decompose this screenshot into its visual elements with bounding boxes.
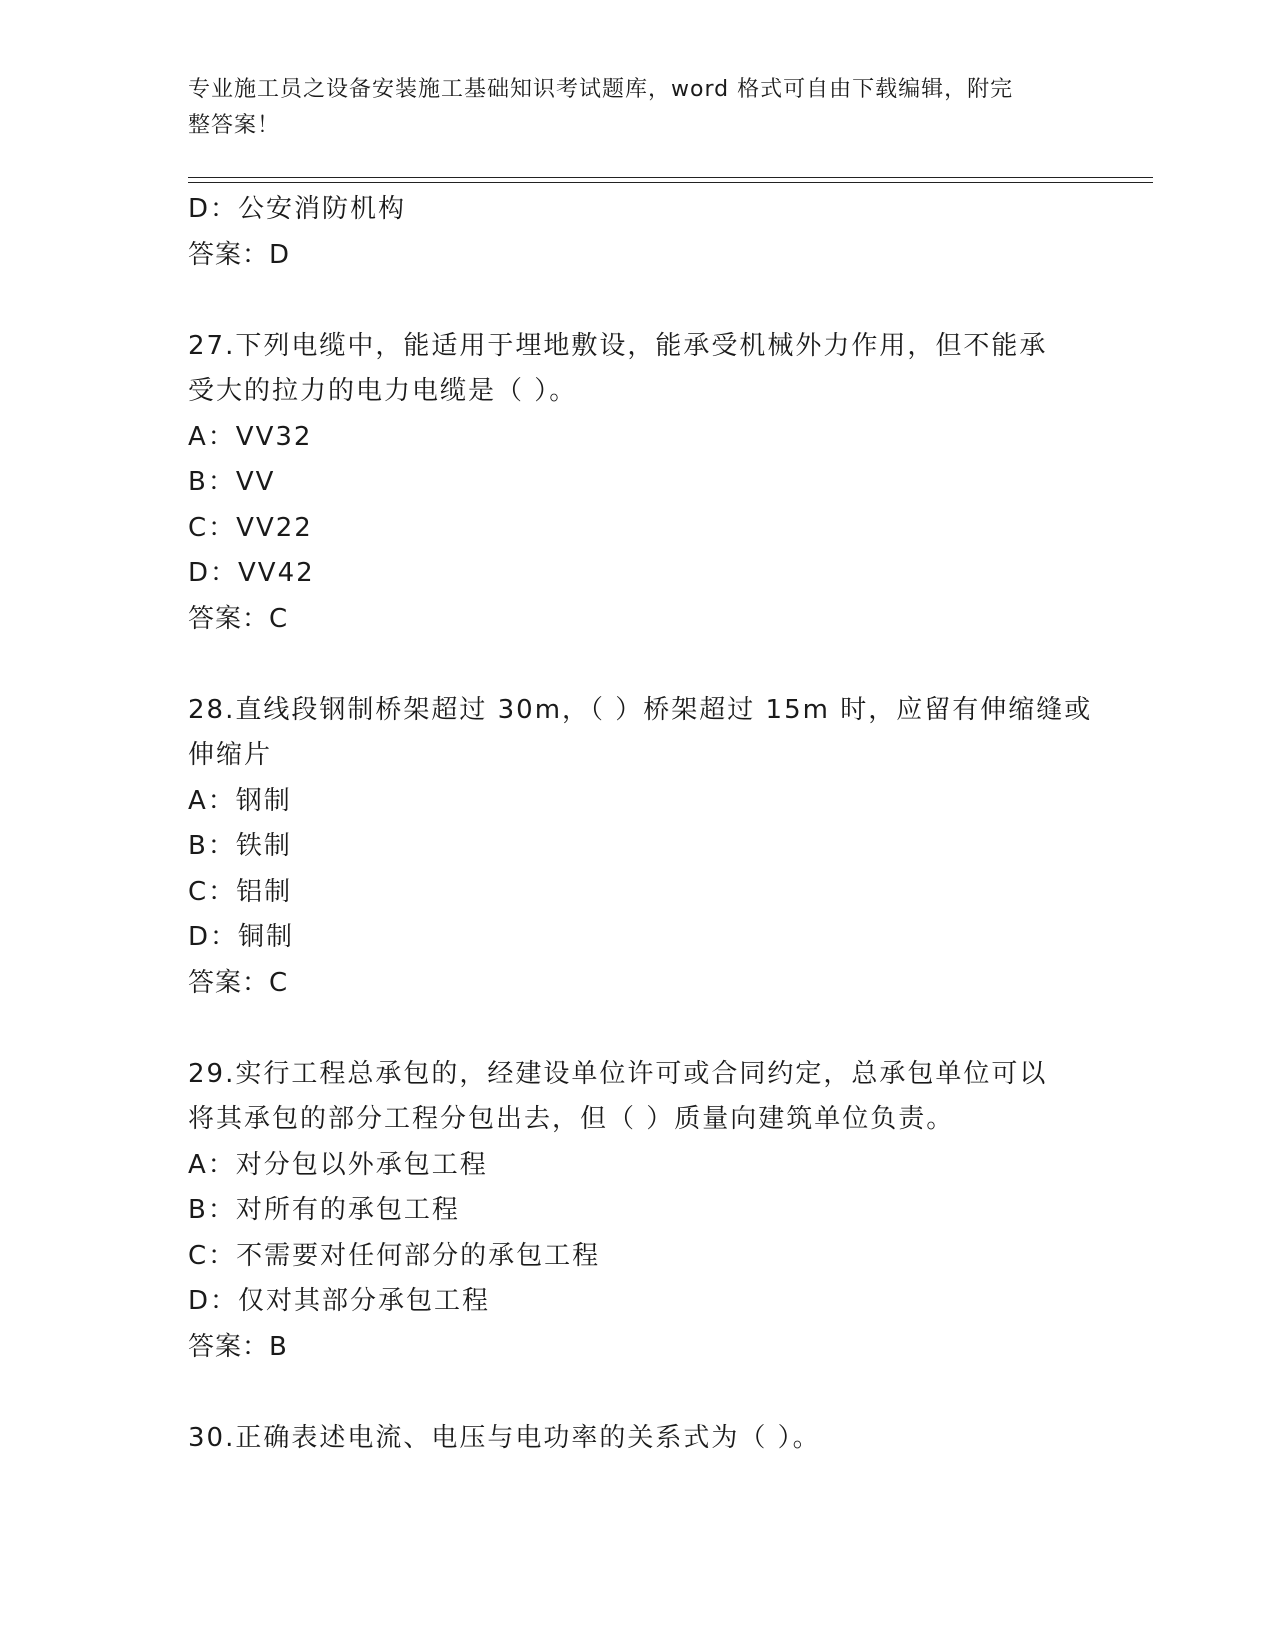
question-text-line: 27.下列电缆中，能适用于埋地敷设，能承受机械外力作用，但不能承 xyxy=(188,330,1048,361)
option-c: C：不需要对任何部分的承包工程 xyxy=(188,1240,601,1271)
question-text-line: 29.实行工程总承包的，经建设单位许可或合同约定，总承包单位可以 xyxy=(188,1058,1048,1089)
spacer xyxy=(188,1370,1088,1416)
answer: 答案：D xyxy=(188,239,291,270)
option-a: A：对分包以外承包工程 xyxy=(188,1149,488,1180)
question-text-line: 伸缩片 xyxy=(188,740,273,770)
option-a: A：钢制 xyxy=(188,785,292,816)
question-30 xyxy=(188,1416,1088,1462)
question-29 xyxy=(188,1052,1088,1371)
spacer xyxy=(188,1006,1088,1052)
answer: 答案：C xyxy=(188,967,289,998)
option-a: A：VV32 xyxy=(188,421,313,452)
header-rule-top xyxy=(188,177,1153,178)
question-text-line: 将其承包的部分工程分包出去，但（ ）质量向建筑单位负责。 xyxy=(188,1104,955,1134)
question-text-line: 30.正确表述电流、电压与电功率的关系式为（ ）。 xyxy=(188,1422,821,1453)
page-header xyxy=(188,72,1088,144)
option-c: C：VV22 xyxy=(188,512,313,543)
option-b: B：对所有的承包工程 xyxy=(188,1195,460,1225)
option-c: C：铝制 xyxy=(188,876,293,907)
option-b: B：铁制 xyxy=(188,831,292,861)
question-text-line: 受大的拉力的电力电缆是（ ）。 xyxy=(188,376,578,406)
answer: 答案：C xyxy=(188,603,289,634)
option-d: D：仅对其部分承包工程 xyxy=(188,1286,491,1316)
answer: 答案：B xyxy=(188,1331,288,1362)
option-d: D：公安消防机构 xyxy=(188,194,407,224)
option-b: B：VV xyxy=(188,467,276,497)
header-rule-bottom xyxy=(188,182,1153,183)
option-d: D：VV42 xyxy=(188,558,315,588)
header-line-2: 整答案！ xyxy=(188,113,281,138)
option-d: D：铜制 xyxy=(188,922,295,952)
spacer xyxy=(188,278,1088,324)
header-line-1: 专业施工员之设备安装施工基础知识考试题库，word 格式可自由下载编辑，附完 xyxy=(188,77,1014,102)
spacer xyxy=(188,642,1088,688)
question-text-line: 28.直线段钢制桥架超过 30m，（ ）桥架超过 15m 时，应留有伸缩缝或 xyxy=(188,694,1093,725)
question-27 xyxy=(188,324,1088,643)
question-content xyxy=(188,187,1093,1461)
question-28 xyxy=(188,688,1093,1007)
